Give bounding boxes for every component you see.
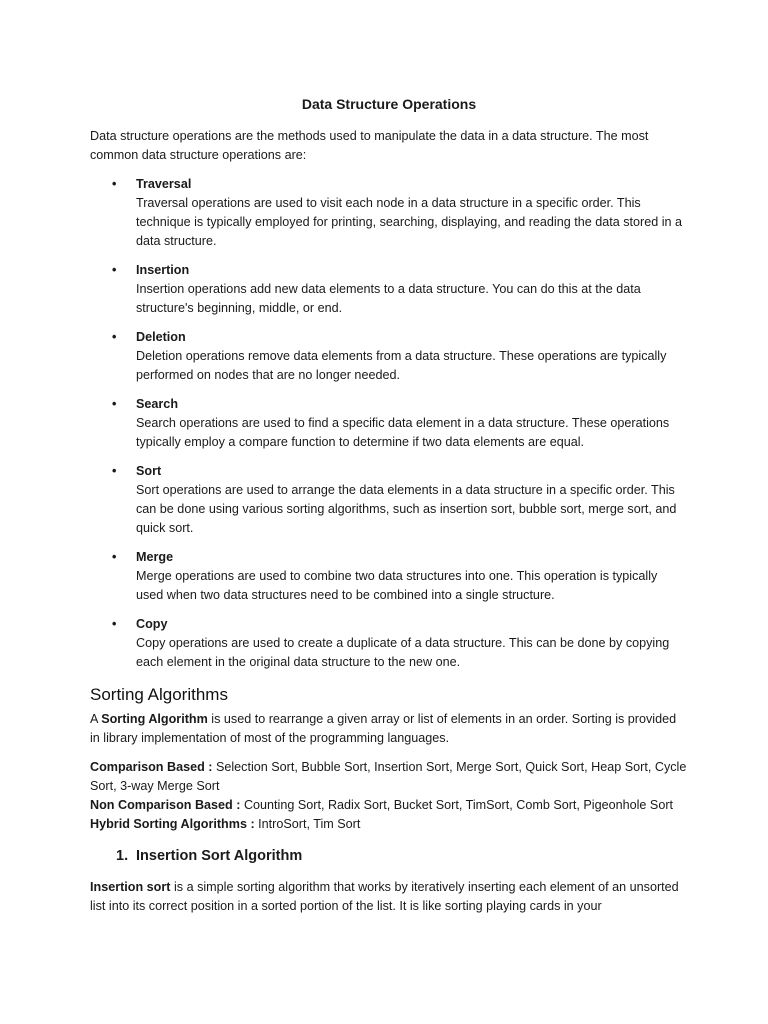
operation-name: Sort [136, 464, 162, 478]
category-items: IntroSort, Tim Sort [254, 817, 361, 831]
operation-description: Sort operations are used to arrange the data elements in a data structure in a specific order. This can be done using various sorting algorithms, such as insertion sort, bubble sort, merge sort, and quick sort. [136, 483, 677, 535]
operation-name: Merge [136, 550, 174, 564]
subsection-title: Insertion Sort Algorithm [136, 848, 303, 864]
operation-description: Merge operations are used to combine two data structures into one. This operation is typically used when two data structures need to be combined into a single structure. [136, 569, 658, 602]
list-item [90, 462, 688, 538]
category-non-comparison [90, 796, 688, 815]
list-item [90, 261, 688, 318]
operations-list [90, 175, 688, 672]
category-label: Non Comparison Based : [90, 798, 241, 812]
operation-name: Deletion [136, 330, 186, 344]
insertion-sort-bold: Insertion sort [90, 880, 171, 894]
category-items: Selection Sort, Bubble Sort, Insertion Sort, Merge Sort, Quick Sort, Heap Sort, Cycle Sort, 3-way Merge Sort [90, 760, 687, 793]
intro-paragraph: Data structure operations are the methods used to manipulate the data in a data structure. The most common data structure operations are: [90, 129, 649, 162]
bullet-icon: • [112, 330, 117, 344]
operation-name: Traversal [136, 177, 192, 191]
category-hybrid [90, 815, 688, 834]
list-item [90, 615, 688, 672]
category-label: Comparison Based : [90, 760, 213, 774]
category-label: Hybrid Sorting Algorithms : [90, 817, 255, 831]
category-items: Counting Sort, Radix Sort, Bucket Sort, TimSort, Comb Sort, Pigeonhole Sort [240, 798, 674, 812]
list-item [90, 395, 688, 452]
bullet-icon: • [112, 177, 117, 191]
category-comparison [90, 758, 688, 796]
list-item [90, 548, 688, 605]
page-title: Data Structure Operations [301, 96, 477, 112]
sorting-intro-rest: is used to rearrange a given array or list of elements in an order. Sorting is provided in library implementation of most of the programming languages. [90, 712, 677, 745]
insertion-sort-text: is a simple sorting algorithm that works by iteratively inserting each element of an unsorted list into its correct position in a sorted portion of the list. It is like sorting playing cards in your [90, 880, 679, 913]
section-heading-sorting: Sorting Algorithms [90, 685, 228, 704]
operation-description: Copy operations are used to create a duplicate of a data structure. This can be done by copying each element in the original data structure to the new one. [136, 636, 670, 669]
list-item [90, 328, 688, 385]
operation-description: Search operations are used to find a specific data element in a data structure. These operations typically employ a compare function to determine if two data elements are equal. [136, 416, 670, 449]
sorting-intro-paragraph [90, 710, 688, 748]
operation-name: Copy [136, 617, 168, 631]
operation-description: Insertion operations add new data elements to a data structure. You can do this at the data structure's beginning, middle, or end. [136, 282, 641, 315]
bullet-icon: • [112, 464, 117, 478]
operation-name: Search [136, 397, 179, 411]
bullet-icon: • [112, 397, 117, 411]
subsection-number: 1. [116, 848, 129, 864]
bullet-icon: • [112, 617, 117, 631]
bullet-icon: • [112, 550, 117, 564]
sorting-intro-bold: Sorting Algorithm [101, 712, 208, 726]
insertion-sort-paragraph [90, 878, 688, 916]
bullet-icon: • [112, 263, 117, 277]
list-item [90, 175, 688, 251]
subsection-heading-insertion-sort [90, 846, 688, 866]
sorting-intro-prefix: A [90, 712, 102, 726]
operation-name: Insertion [136, 263, 190, 277]
operation-description: Traversal operations are used to visit each node in a data structure in a specific order. This technique is typically employed for printing, searching, displaying, and reading the data stored in a data structure. [136, 196, 683, 248]
operation-description: Deletion operations remove data elements from a data structure. These operations are typically performed on nodes that are no longer needed. [136, 349, 667, 382]
